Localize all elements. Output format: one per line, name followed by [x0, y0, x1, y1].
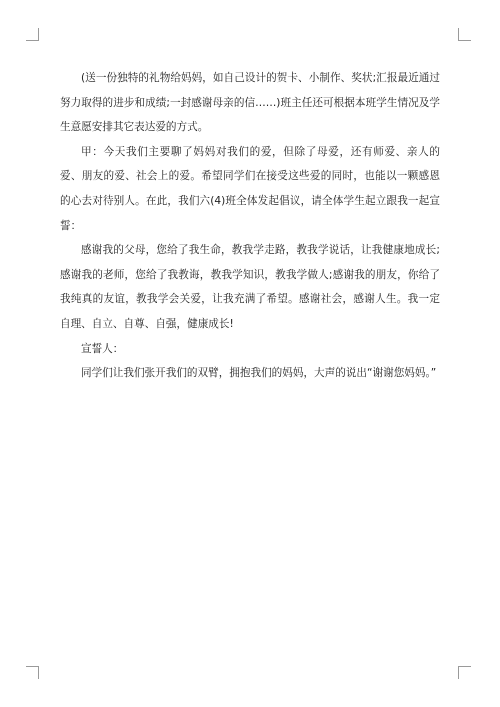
- paragraph-pledger: 宣誓人：: [81, 342, 124, 355]
- crop-mark-top-right: [458, 28, 471, 41]
- paragraph-pledge: 感谢我的父母，您给了我生命，教我学走路，教我学说话，让我健康地成长;感谢我的老师，您给了我教诲，教我学知识，教我学做人;感谢我的朋友，你给了我纯真的友谊，教我学会关爱，让我充满了希望。感谢社会，感谢人生。我一定自理、自立、自尊、自强，健康成长!: [60, 244, 440, 330]
- paragraph-closing: 同学们让我们张开我们的双臂，拥抱我们的妈妈，大声的说出“谢谢您妈妈。”: [81, 367, 437, 380]
- crop-mark-bottom-right: [458, 666, 471, 679]
- document-body: [60, 66, 440, 386]
- paragraph-gift-activity: (送一份独特的礼物给妈妈，如自己设计的贺卡、小制作、奖状;汇报最近通过努力取得的进步和成绩;一封感谢母亲的信……)班主任还可根据本班学生情况及学生意愿安排其它表达爱的方式。: [60, 72, 440, 134]
- crop-mark-bottom-left: [26, 666, 39, 679]
- crop-mark-top-left: [26, 28, 39, 41]
- paragraph-host-speech: 甲：今天我们主要聊了妈妈对我们的爱，但除了母爱，还有师爱、亲人的爱、朋友的爱、社会上的爱。希望同学们在接受这些爱的同时，也能以一颗感恩的心去对待别人。在此，我们六(4)班全体发起倡议，请全体学生起立跟我一起宣誓：: [60, 145, 440, 232]
